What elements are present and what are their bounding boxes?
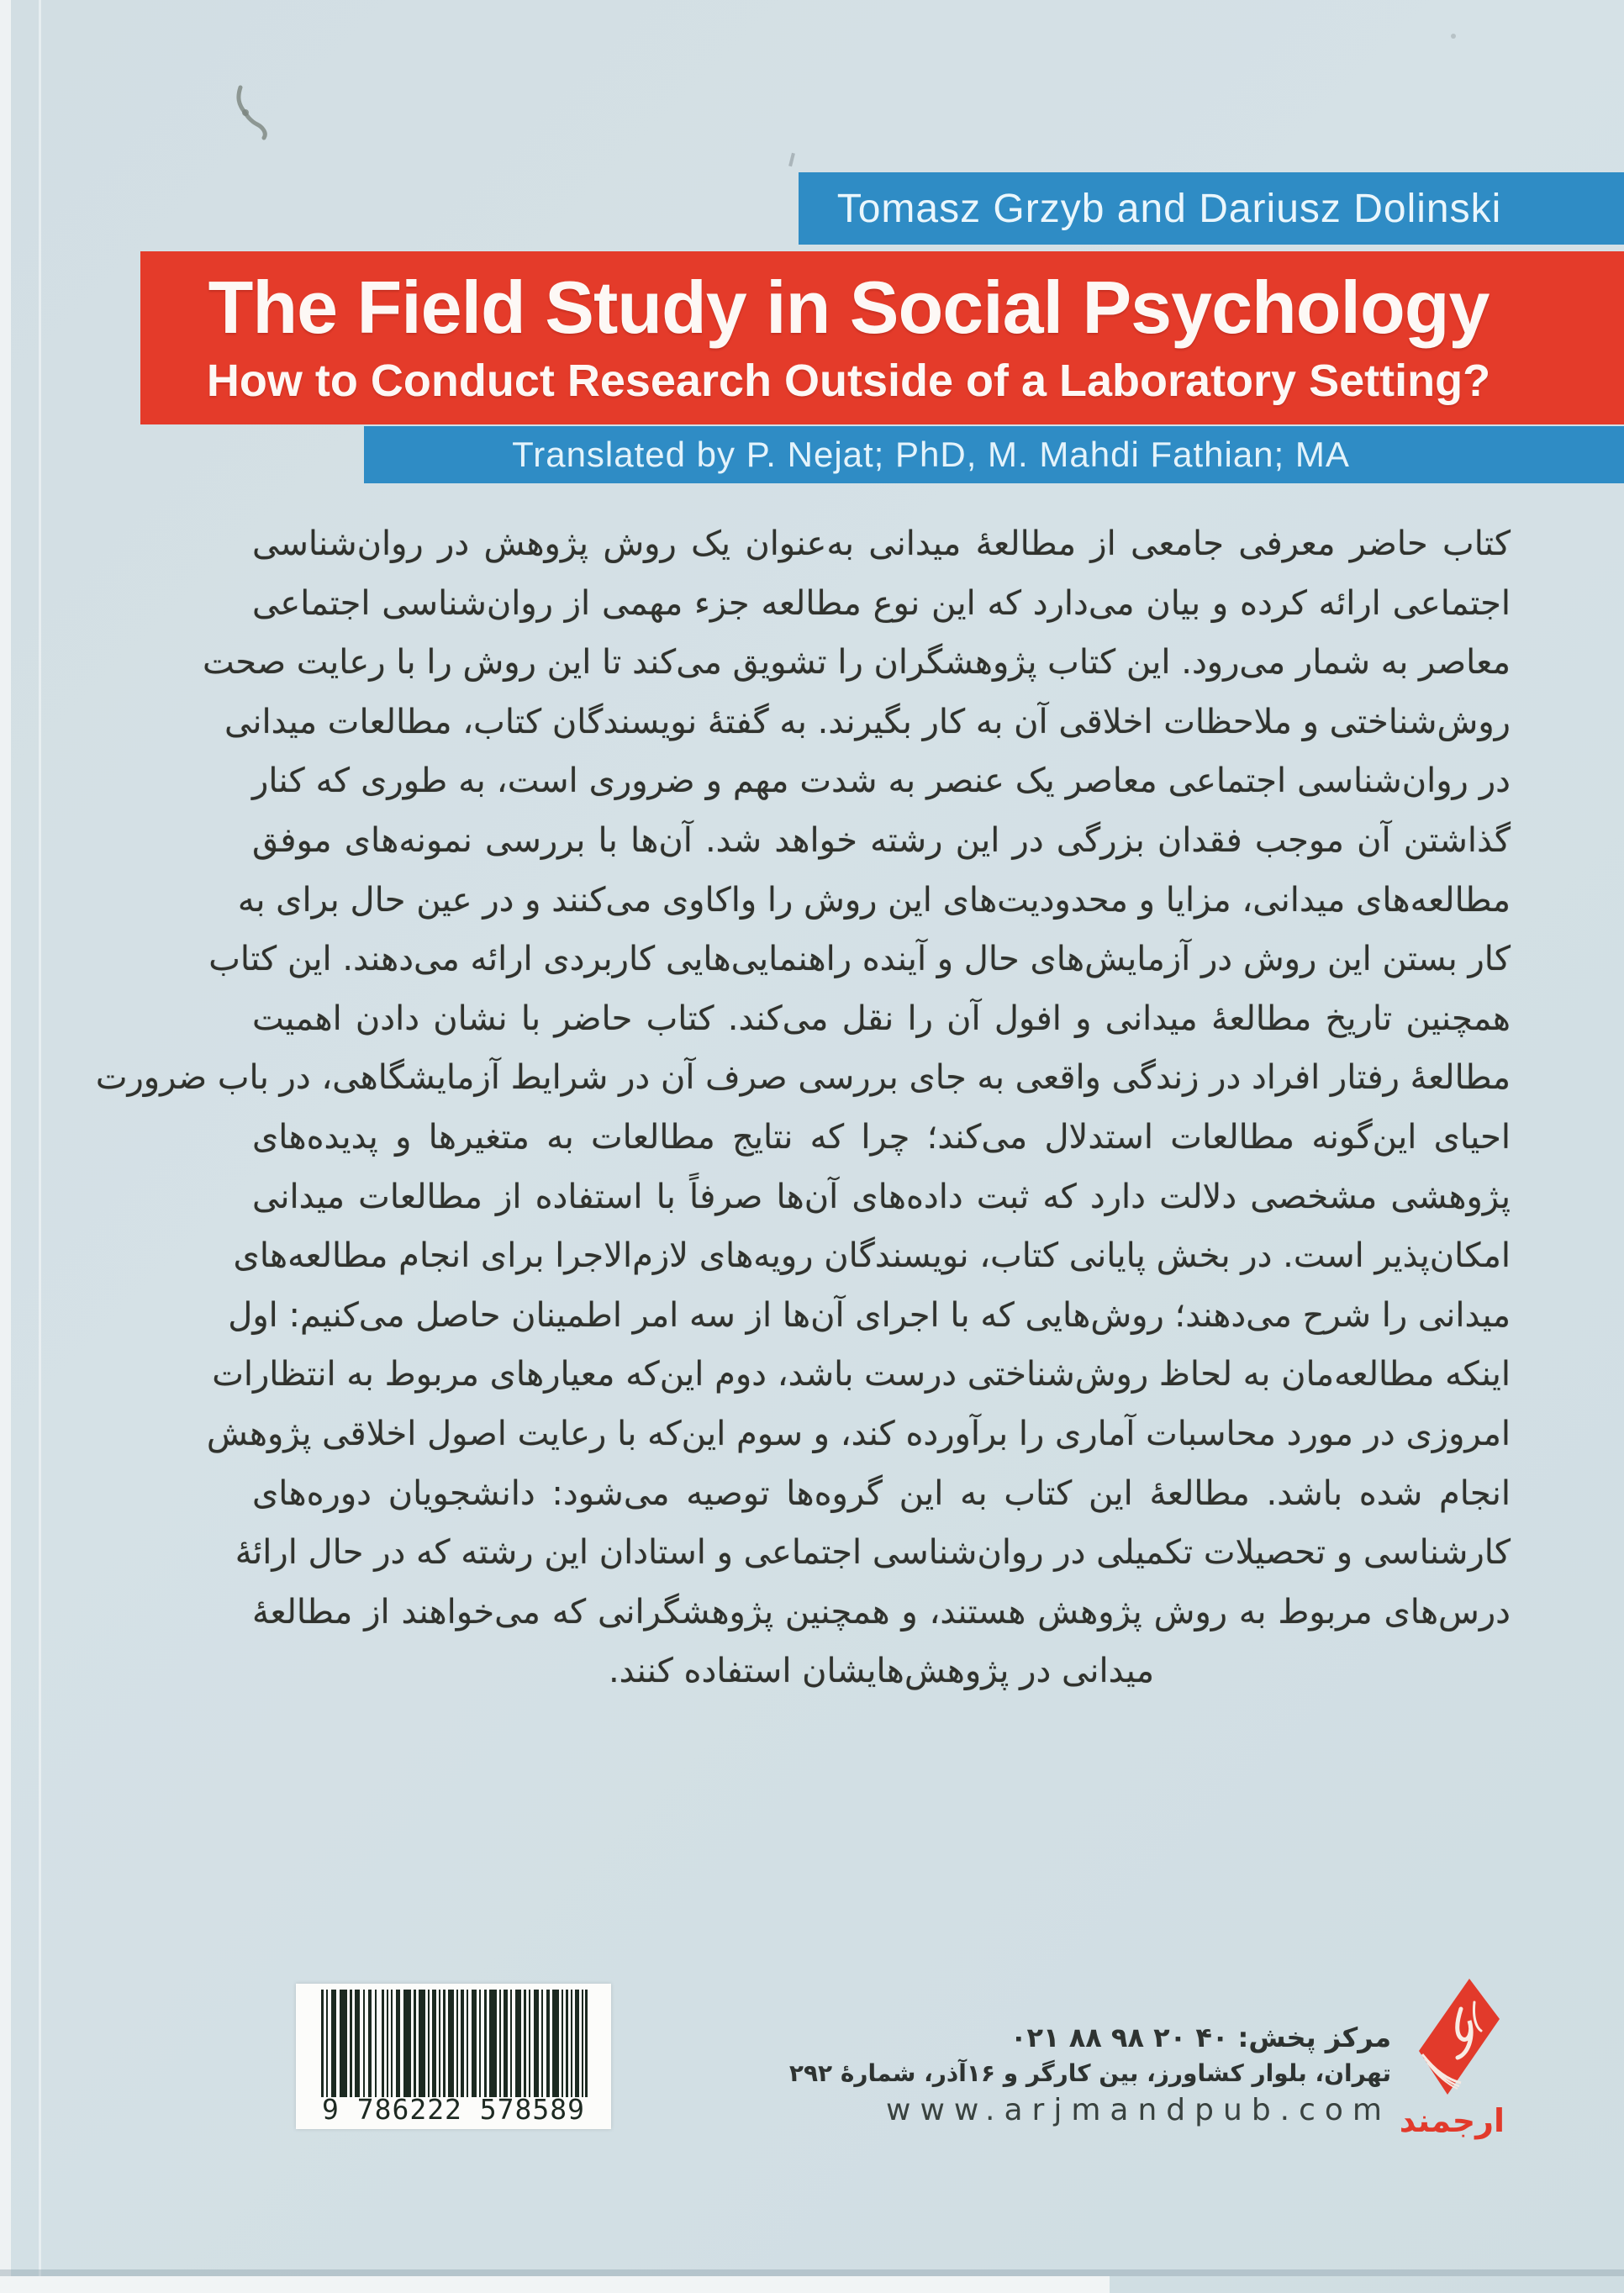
synopsis-line-last: میدانی در پژوهش‌هایشان استفاده کنند. bbox=[608, 1652, 1155, 1691]
isbn-barcode bbox=[296, 1984, 611, 2129]
synopsis-line: امکان‌پذیر است. در بخش پایانی کتاب، نویسندگان رویه‌های لازم‌الاجرا برای انجام مطالعه‌های bbox=[233, 1236, 1511, 1276]
publisher-info bbox=[788, 2019, 1391, 2130]
synopsis-line: پژوهشی مشخصی دلالت دارد که ثبت داده‌های آن‌ها صرفاً با استفاده از مطالعات میدانی bbox=[252, 1177, 1511, 1216]
synopsis-line: انجام شده باشد. مطالعهٔ این کتاب به این گروه‌ها توصیه می‌شود: دانشجویان دوره‌های bbox=[252, 1473, 1511, 1513]
synopsis-line: کارشناسی و تحصیلات تکمیلی در روان‌شناسی اجتماعی و استادان این رشته که در حال ارائهٔ bbox=[235, 1533, 1511, 1573]
synopsis-line: همچنین تاریخ مطالعهٔ میدانی و افول آن را نقل می‌کند. کتاب حاضر با نشان دادن اهمیت bbox=[252, 999, 1511, 1038]
synopsis-paragraph bbox=[95, 514, 1511, 1701]
pen-smudge-mark bbox=[225, 82, 276, 150]
arjmand-logo-icon bbox=[1414, 1977, 1501, 2096]
synopsis-line: روش‌شناختی و ملاحظات اخلاقی آن به کار بگیرند. به گفتهٔ نویسندگان کتاب، مطالعات میدانی bbox=[224, 702, 1511, 741]
publisher-name: ارجمند bbox=[1399, 2102, 1505, 2139]
scan-edge-bottom bbox=[0, 2269, 1624, 2276]
publisher-logo-block bbox=[1399, 1977, 1505, 2139]
title-band bbox=[140, 251, 1624, 424]
distribution-phone: ۰۲۱ ۸۸ ۹۸ ۲۰ ۴۰ bbox=[1010, 2022, 1229, 2053]
publisher-website: www.arjmandpub.com bbox=[886, 2093, 1391, 2127]
synopsis-line: میدانی را شرح می‌دهند؛ روش‌هایی که با اجرای آن‌ها از سه امر اطمینان حاصل می‌کنیم: اول bbox=[228, 1295, 1511, 1335]
synopsis-line: اینکه مطالعه‌مان به لحاظ روش‌شناختی درست باشد، دوم این‌که معیارهای مربوط به انتظارات bbox=[212, 1355, 1511, 1394]
scan-crease-line bbox=[39, 0, 41, 2293]
book-subtitle: How to Conduct Research Outside of a Laboratory Setting? bbox=[206, 356, 1491, 406]
barcode-bars bbox=[319, 1990, 588, 2097]
author-bar bbox=[799, 172, 1624, 245]
translator-credit: Translated by P. Nejat; PhD, M. Mahdi Fathian; MA bbox=[512, 435, 1350, 474]
publisher-address: تهران، بلوار کشاورز، بین کارگر و ۱۶آذر، شمارهٔ ۲۹۲ bbox=[788, 2059, 1391, 2087]
synopsis-line: معاصر به شمار می‌رود. این کتاب پژوهشگران را تشویق می‌کند تا این روش را با رعایت صحت bbox=[203, 643, 1511, 683]
synopsis-line: امروزی در مورد محاسبات آماری را برآورده کند، و سوم این‌که با رعایت اصول اخلاقی پژوهش bbox=[206, 1414, 1511, 1453]
synopsis-line: گذاشتن آن موجب فقدان بزرگی در این رشته خواهد شد. آن‌ها با بررسی نمونه‌های موفق bbox=[252, 820, 1511, 860]
translator-bar bbox=[364, 426, 1624, 483]
synopsis-line: کار بستن این روش در آزمایش‌های حال و آینده راهنمایی‌هایی کاربردی ارائه می‌دهند. این کتاب bbox=[208, 940, 1511, 979]
distribution-label: مرکز پخش: bbox=[1237, 2022, 1391, 2053]
scan-tick-mark bbox=[788, 153, 795, 166]
scan-speck bbox=[1451, 34, 1456, 39]
synopsis-line: کتاب حاضر معرفی جامعی از مطالعهٔ میدانی به‌عنوان یک روش پژوهش در روان‌شناسی bbox=[252, 524, 1511, 563]
synopsis-line: در روان‌شناسی اجتماعی معاصر یک عنصر به شدت مهم و ضروری است، به طوری که کنار bbox=[252, 762, 1511, 801]
synopsis-line: مطالعهٔ رفتار افراد در زندگی واقعی به جای بررسی صرف آن در شرایط آزمایشگاهی، در باب ضرورت bbox=[95, 1058, 1511, 1098]
scan-edge-bottom-white bbox=[0, 2276, 1110, 2293]
distribution-line bbox=[870, 2019, 1391, 2056]
scan-edge-left bbox=[0, 0, 11, 2293]
author-names: Tomasz Grzyb and Dariusz Dolinski bbox=[836, 186, 1502, 231]
synopsis-line: درس‌های مربوط به روش پژوهش هستند، و همچنین پژوهشگرانی که می‌خواهند از مطالعهٔ bbox=[252, 1592, 1511, 1631]
synopsis-line: احیای این‌گونه مطالعات استدلال می‌کند؛ چرا که نتایج مطالعات به متغیرها و پدیده‌های bbox=[252, 1117, 1511, 1157]
book-title: The Field Study in Social Psychology bbox=[208, 266, 1490, 349]
isbn-number: 9 786222 578589 bbox=[321, 2093, 585, 2126]
synopsis-line: اجتماعی ارائه کرده و بیان می‌دارد که این نوع مطالعه جزء مهمی از روان‌شناسی اجتماعی bbox=[252, 583, 1511, 623]
synopsis-line: مطالعه‌های میدانی، مزایا و محدودیت‌های این روش را واکاوی می‌کنند و در عین حال برای به bbox=[237, 880, 1511, 920]
